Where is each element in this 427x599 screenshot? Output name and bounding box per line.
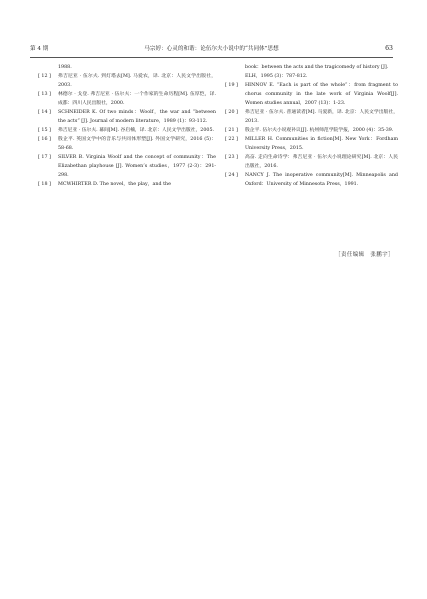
reference-item	[38, 72, 216, 90]
reference-item	[225, 153, 398, 171]
reference-number: [ 16 ]	[38, 137, 51, 142]
reference-text: 殷企平. 英国文学中的音乐与共同体形塑[J]. 外国文学研究，2016 (5)：58-68.	[58, 137, 216, 151]
reference-number: [ 20 ]	[225, 110, 238, 115]
running-title: 马宗婷：心灵的和谐：论伍尔夫小说中的“共同体”思想	[144, 46, 279, 52]
reference-number: [ 23 ]	[225, 155, 238, 160]
reference-text: 弗吉尼亚 · 伍尔夫. 到灯塔去[M]. 马爱农，译. 北京：人民文学出版社，2003.	[58, 74, 216, 88]
reference-text: SILVER B. Virginia Woolf and the concept of community：The Elizabethan playhouse [J]. Women’s studies，1977 (2-3)：291-298.	[58, 155, 216, 178]
references-left-column	[38, 63, 216, 189]
reference-item	[225, 126, 398, 135]
reference-text: SCHNEIDER K. Of two minds：Woolf，the war and “between the acts” [J]. Journal of modern literature，1989 (1)：93-112.	[58, 110, 216, 124]
reference-item	[38, 135, 216, 153]
reference-number: [ 19 ]	[225, 83, 238, 88]
reference-item	[38, 90, 216, 108]
reference-item	[38, 108, 216, 126]
responsible-editor-note: ［责任编辑 张鹏宇］	[335, 252, 394, 258]
reference-number: [ 18 ]	[38, 182, 51, 187]
page-number: 63	[385, 45, 393, 52]
references-right-column	[225, 63, 398, 189]
reference-number: [ 15 ]	[38, 128, 51, 133]
header-rule	[30, 57, 393, 58]
issue-label: 第 4 期	[30, 46, 49, 52]
reference-number: [ 13 ]	[38, 92, 51, 97]
reference-number: [ 14 ]	[38, 110, 51, 115]
reference-item	[225, 171, 398, 189]
reference-text: 高奋. 走向生命诗学：弗吉尼亚 · 伍尔夫小说理论研究[M]. 北京：人民出版社，2016.	[245, 155, 398, 169]
reference-continuation: 1988.	[58, 65, 72, 70]
reference-text: 林德尔 · 戈登. 弗吉尼亚 · 伍尔夫：一个作家的生命历程[M]. 伍厚恺，译. 成都：四川人民出版社，2000.	[58, 92, 216, 106]
reference-number: [ 12 ]	[38, 74, 51, 79]
reference-number: [ 22 ]	[225, 137, 238, 142]
reference-item	[38, 126, 216, 135]
reference-continuation: book：between the acts and the tragicomedy of history [J]. ELH，1995 (3)：787-812.	[245, 65, 389, 79]
reference-text: HINNOV E. “Each is part of the whole”：from fragment to chorus community in the late work of Virginia Woolf[J]. Women studies annual，2007 (13)：1-23.	[245, 83, 398, 106]
reference-number: [ 21 ]	[225, 128, 238, 133]
reference-number: [ 17 ]	[38, 155, 51, 160]
reference-text: NANCY J. The inoperative community[M]. Minneapolis and Oxford：University of Minnesota Press，1991.	[245, 173, 398, 187]
reference-item	[225, 108, 398, 126]
reference-text: MILLER H. Communities in fiction[M]. New York：Fordham University Press，2015.	[245, 137, 398, 151]
reference-item	[225, 135, 398, 153]
reference-item	[38, 180, 216, 189]
reference-item	[38, 153, 216, 180]
reference-text: 弗吉尼亚 · 伍尔夫. 幕间[M]. 谷启楠，译. 北京：人民文学出版社，2005.	[58, 128, 215, 133]
reference-number: [ 24 ]	[225, 173, 238, 178]
running-header	[30, 43, 393, 55]
reference-text: 弗吉尼亚 · 伍尔夫. 普通读者[M]. 马爱新，译. 北京：人民文学出版社，2013.	[245, 110, 398, 124]
reference-text: 殷企平. 伍尔夫小说观补议[J]. 杭州师范学院学报，2000 (4)：35-39.	[245, 128, 394, 133]
reference-text: MCWHIRTER D. The novel，the play，and the	[58, 182, 171, 187]
reference-item	[225, 81, 398, 108]
